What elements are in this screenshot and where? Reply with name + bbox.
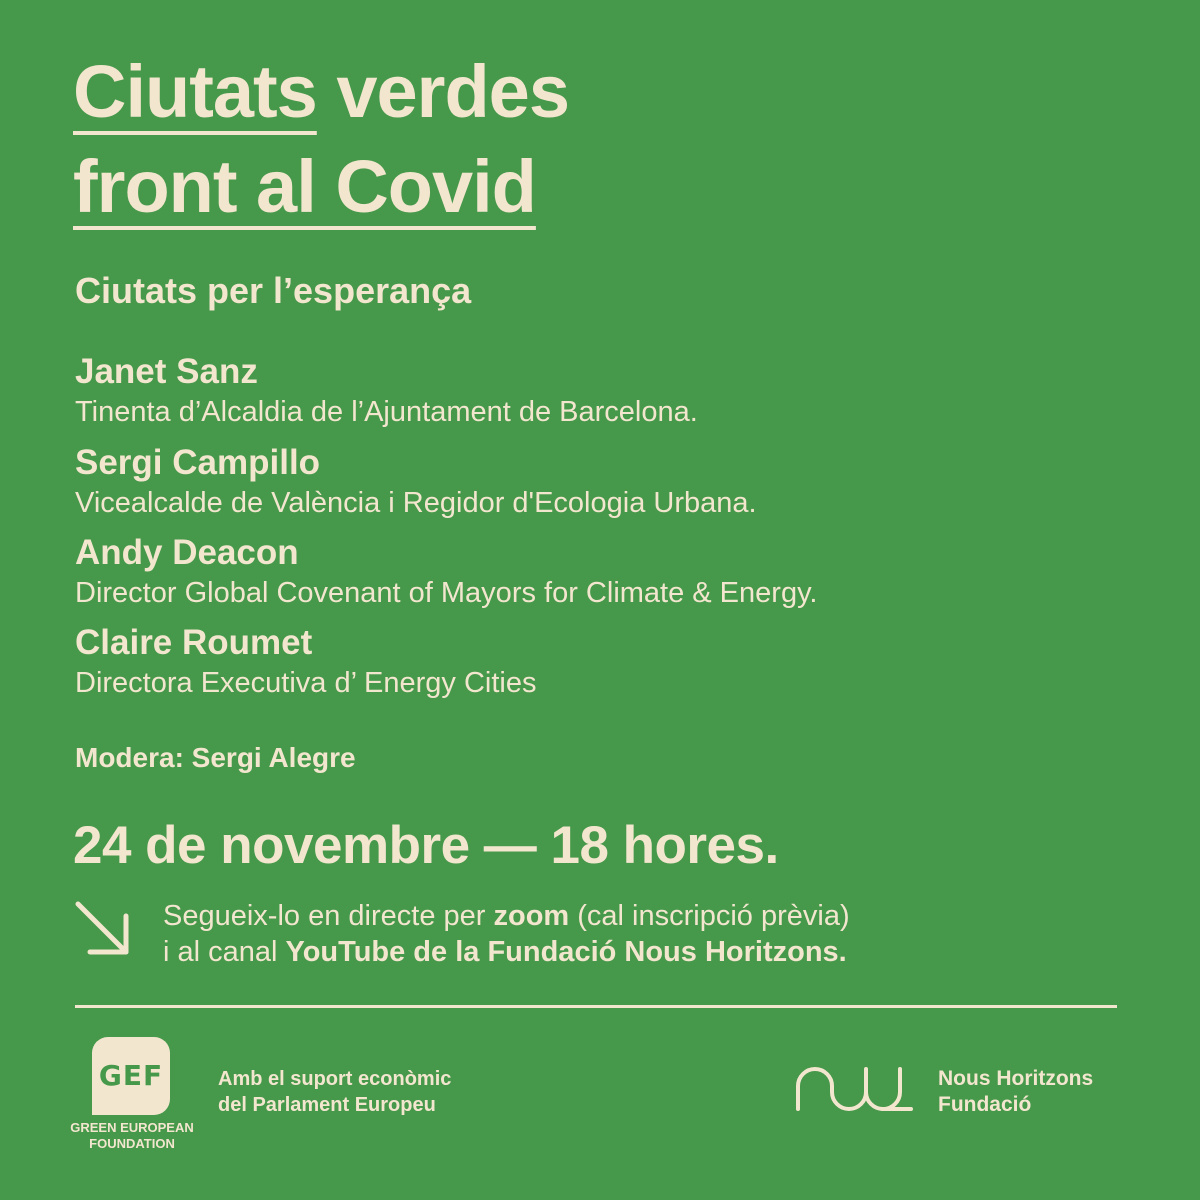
gef-logo: GEF bbox=[92, 1037, 170, 1115]
subtitle: Ciutats per l’esperança bbox=[75, 270, 472, 311]
zoom-label: zoom bbox=[493, 900, 570, 932]
follow-info bbox=[163, 898, 850, 970]
support-line: del Parlament Europeu bbox=[218, 1094, 436, 1116]
nous-horitzons-name bbox=[938, 1066, 1093, 1118]
title-word-ciutats: Ciutats bbox=[73, 50, 317, 133]
footer-divider bbox=[75, 1005, 1117, 1008]
gef-caption bbox=[70, 1120, 194, 1152]
title-line-2 bbox=[73, 145, 536, 228]
speaker-name: Andy Deacon bbox=[75, 533, 299, 572]
follow-text: (cal inscripció prèvia) bbox=[569, 900, 850, 932]
nous-horitzons-logo-icon bbox=[795, 1064, 915, 1114]
speaker-role: Directora Executiva d’ Energy Cities bbox=[75, 667, 537, 699]
nh-name-line: Fundació bbox=[938, 1093, 1032, 1116]
gef-caption-line: FOUNDATION bbox=[89, 1136, 175, 1151]
title-line-2-text: front al Covid bbox=[73, 145, 536, 228]
speaker-role: Tinenta d’Alcaldia de l’Ajuntament de Barcelona. bbox=[75, 396, 698, 428]
title-word-verdes: verdes bbox=[336, 50, 569, 133]
event-date: 24 de novembre — 18 hores. bbox=[73, 816, 779, 875]
speaker-name: Claire Roumet bbox=[75, 623, 313, 662]
arrow-down-right-icon bbox=[72, 898, 134, 960]
support-line: Amb el suport econòmic bbox=[218, 1068, 452, 1090]
follow-line-1 bbox=[163, 898, 850, 934]
moderator: Modera: Sergi Alegre bbox=[75, 742, 356, 773]
youtube-label: YouTube de la Fundació Nous Horitzons. bbox=[285, 936, 847, 968]
follow-text: i al canal bbox=[163, 936, 286, 968]
speaker-role: Director Global Covenant of Mayors for Climate & Energy. bbox=[75, 577, 818, 609]
support-text bbox=[218, 1066, 451, 1118]
speaker-name: Sergi Campillo bbox=[75, 443, 321, 482]
gef-caption-line: GREEN EUROPEAN bbox=[70, 1120, 194, 1135]
speaker-name: Janet Sanz bbox=[75, 352, 258, 391]
follow-text: Segueix-lo en directe per bbox=[163, 900, 494, 932]
speaker-role: Vicealcalde de València i Regidor d'Ecologia Urbana. bbox=[75, 487, 757, 519]
nh-name-line: Nous Horitzons bbox=[938, 1067, 1094, 1090]
title-line-1 bbox=[73, 50, 569, 133]
follow-line-2 bbox=[163, 934, 850, 970]
